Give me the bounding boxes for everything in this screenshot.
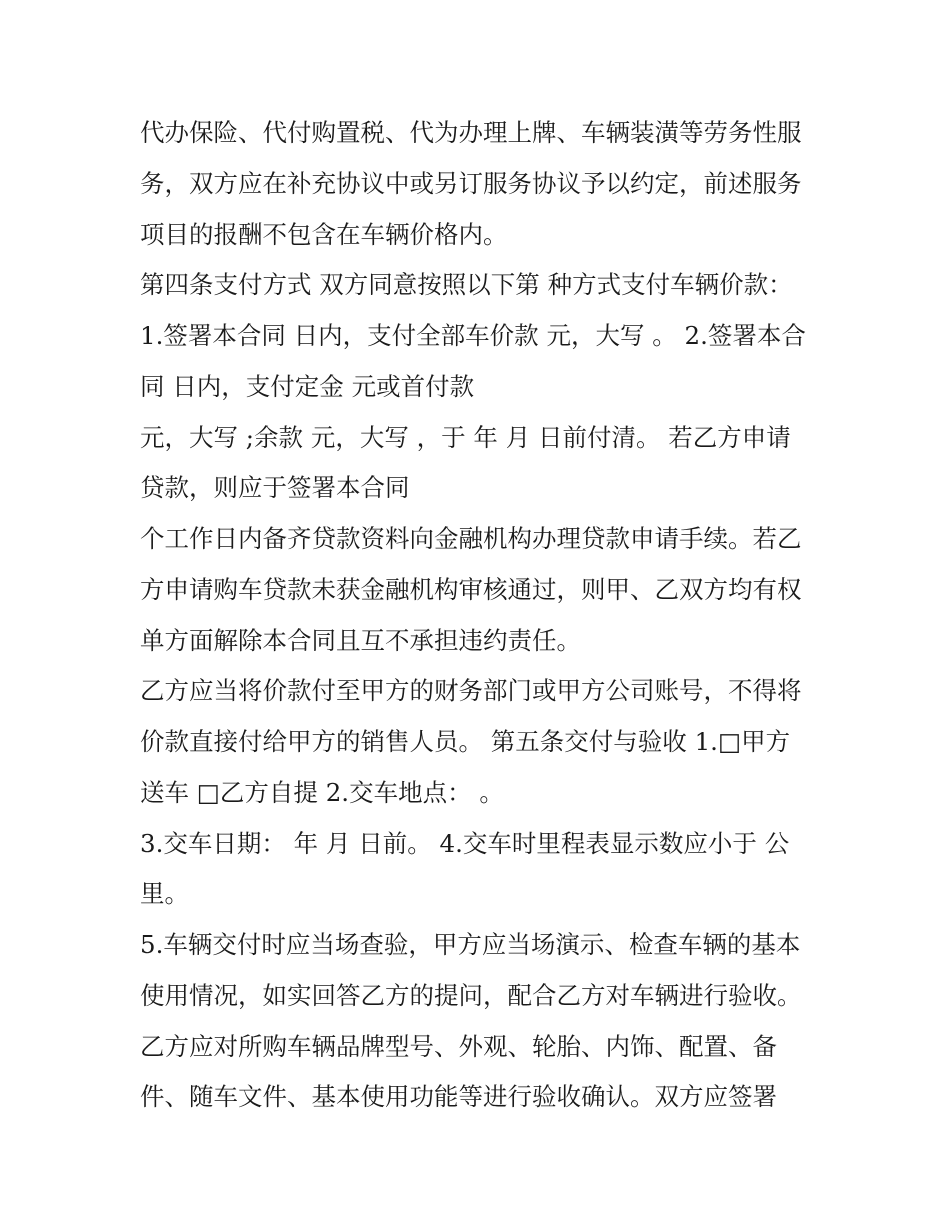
document-body bbox=[140, 108, 830, 1123]
text-line: 5.车辆交付时应当场查验，甲方应当场演示、检查车辆的基本 bbox=[140, 930, 801, 959]
text-line: 里。 bbox=[140, 879, 189, 909]
text-line: 务，双方应在补充协议中或另订服务协议予以约定，前述服务 bbox=[140, 168, 802, 198]
text-line: 贷款，则应于签署本合同 bbox=[140, 473, 410, 503]
text-line: 个工作日内备齐贷款资料向金融机构办理贷款申请手续。若乙 bbox=[140, 524, 802, 553]
text-line: 使用情况，如实回答乙方的提问，配合乙方对车辆进行验收。 bbox=[140, 980, 802, 1010]
text-line: 代办保险、代付购置税、代为办理上牌、车辆装潢等劳务性服 bbox=[140, 118, 802, 147]
text-line: 项目的报酬不包含在车辆价格内。 bbox=[140, 219, 508, 249]
text-line: 3.交车日期： 年 月 日前。 4.交车时里程表显示数应小于 公 bbox=[140, 828, 790, 858]
text-line: 第四条支付方式 双方同意按照以下第 种方式支付车辆价款： bbox=[140, 270, 793, 300]
text-line: 送车 □乙方自提 2.交车地点： 。 bbox=[140, 777, 504, 807]
text-line: 价款直接付给甲方的销售人员。 第五条交付与验收 1.□甲方 bbox=[140, 727, 791, 756]
text-line: 同 日内，支付定金 元或首付款 bbox=[140, 371, 475, 401]
text-line: 1.签署本合同 日内，支付全部车价款 元，大写 。 2.签署本合 bbox=[140, 321, 806, 350]
text-line: 件、随车文件、基本使用功能等进行验收确认。双方应签署 bbox=[140, 1082, 777, 1112]
text-line: 乙方应对所购车辆品牌型号、外观、轮胎、内饰、配置、备 bbox=[140, 1031, 777, 1061]
text-line: 乙方应当将价款付至甲方的财务部门或甲方公司账号，不得将 bbox=[140, 676, 802, 706]
text-line: 单方面解除本合同且互不承担违约责任。 bbox=[140, 625, 581, 655]
text-line: 方申请购车贷款未获金融机构审核通过，则甲、乙双方均有权 bbox=[140, 574, 802, 604]
text-line: 元，大写 ;余款 元，大写 ，于 年 月 日前付清。 若乙方申请 bbox=[140, 422, 791, 452]
